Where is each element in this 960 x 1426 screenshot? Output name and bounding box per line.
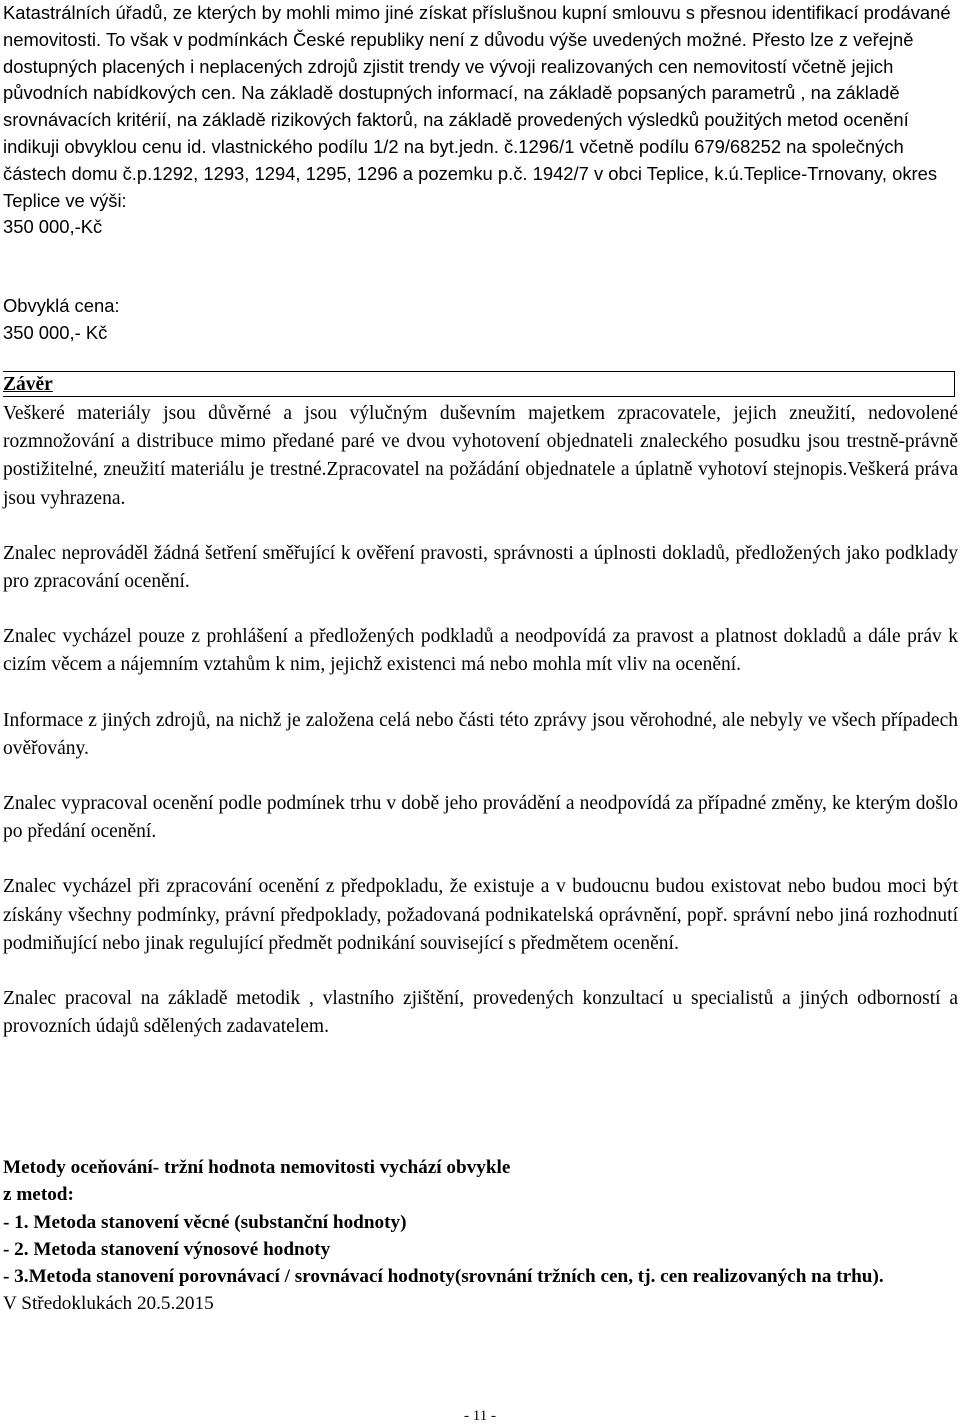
intro-value: 350 000,-Kč: [3, 216, 103, 238]
conclusion-paragraph-5: Znalec vypracoval ocenění podle podmínek trhu v době jeho provádění a neodpovídá za případné změny, ke kterým došlo po předání ocenění.: [3, 793, 958, 843]
intro-section: [3, 0, 955, 241]
method-item-3: - 3.Metoda stanovení porovnávací / srovnávací hodnoty(srovnání tržních cen, tj. cen realizovaných na trhu).: [3, 1266, 884, 1288]
conclusion-paragraph-7: Znalec pracoval na základě metodik , vlastního zjištění, provedených konzultací u specialistů a jiných odborností a provozních údajů sdělených zadavatelem.: [3, 988, 958, 1038]
conclusion-paragraph-2: Znalec neprováděl žádná šetření směřující k ověření pravosti, správnosti a úplnosti dokladů, předložených jako podklady pro zpracování ocenění.: [3, 542, 958, 593]
conclusion-paragraph-4: Informace z jiných zdrojů, na nichž je založena celá nebo části této zprávy jsou věrohodné, ale nebyly ve všech případech ověřovány.: [3, 709, 958, 759]
conclusion-paragraph-6: Znalec vycházel při zpracování ocenění z předpokladu, že existuje a v budoucnu budou existovat nebo budou moci být získány všechny podmínky, právní předpoklady, požadovaná podnikatelská oprávnění, popř. správní nebo jiná rozhodnutí podmiňující nebo jinak regulující předmět podnikání související s předmětem ocenění.: [3, 876, 958, 954]
conclusion-body: [3, 400, 958, 1068]
conclusion-paragraph-1: Veškeré materiály jsou důvěrné a jsou výlučným duševním majetkem zpracovatele, jejich zneužití, nedovolené rozmnožování a distribuce mimo předané paré ve dvou vyhotovení objednateli znaleckého posudku jsou trestně-právně postižitelné, zneužití materiálu je trestné.Zpracovatel na požádání objednatele a úplatně vyhotoví stejnopis.Veškerá práva jsou vyhrazena.: [3, 403, 958, 509]
methods-heading-line-1: Metody oceňování- tržní hodnota nemovitosti vychází obvykle: [3, 1157, 511, 1178]
method-item-2: - 2. Metoda stanovení výnosové hodnoty: [3, 1238, 331, 1260]
intro-paragraph: Katastrálních úřadů, ze kterých by mohli mimo jiné získat příslušnou kupní smlouvu s přesnou identifikací prodávané nemovitosti. To však v podmínkách České republiky není z důvodu výše uvedených možné. Přesto lze z veřejně dostupných placených i neplacených zdrojů zjistit trendy ve vývoji realizovaných cen nemovitostí včetně jejich původních nabídkových cen. Na základě dostupných informací, na základě popsaných parametrů , na základě srovnávacích kritérií, na základě rizikových faktorů, na základě provedených výsledků použitých metod ocenění indikuji obvyklou cenu id. vlastnického podílu 1/2 na byt.jedn. č.1296/1 včetně podílu 679/68252 na společných částech domu č.p.1292, 1293, 1294, 1295, 1296 a pozemku p.č. 1942/7 v obci Teplice, k.ú.Teplice-Trnovany, okres Teplice ve výši:: [3, 2, 951, 211]
usual-price-label: Obvyklá cena:: [3, 295, 120, 316]
methods-heading-line-2: z metod:: [3, 1184, 74, 1206]
place-date: V Středoklukách 20.5.2015: [3, 1293, 214, 1315]
method-item-1: - 1. Metoda stanovení věcné (substanční hodnoty): [3, 1211, 407, 1233]
page-number: - 11 -: [464, 1408, 496, 1424]
usual-price-section: [3, 293, 120, 347]
methods-section: [3, 1154, 958, 1318]
usual-price-value: 350 000,- Kč: [3, 321, 108, 343]
conclusion-heading: Závěr: [3, 371, 955, 397]
conclusion-paragraph-3: Znalec vycházel pouze z prohlášení a předložených podkladů a neodpovídá za pravost a platnost dokladů a dále práv k cizím věcem a nájemním vztahům k nim, jejichž existenci má nebo mohla mít vliv na ocenění.: [3, 626, 958, 676]
